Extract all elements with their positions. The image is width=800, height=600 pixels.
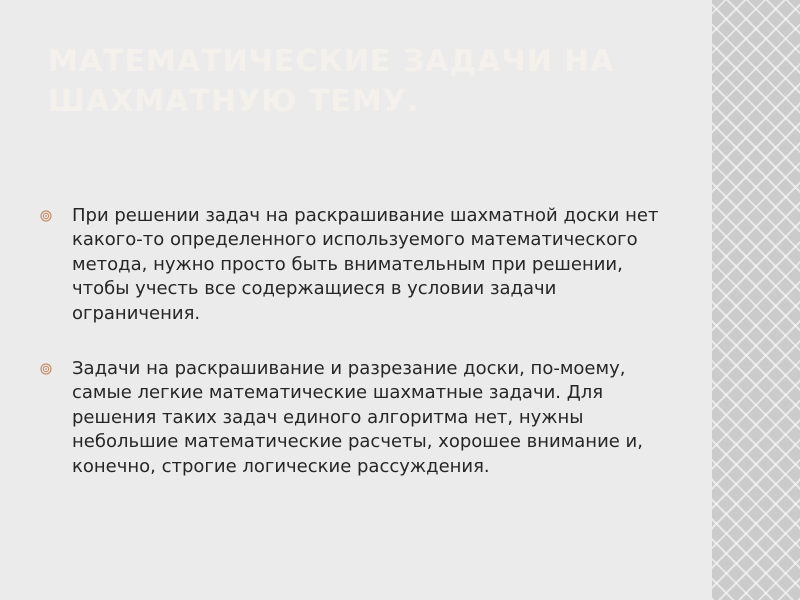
bullet-list [40, 204, 680, 479]
spiral-bullet-icon [40, 363, 52, 375]
list-item [40, 204, 680, 326]
list-item [40, 357, 680, 479]
bullet-text: При решении задач на раскрашивание шахматной доски нет какого-то определенного используемого математического метода, нужно просто быть внимательным при решении, чтобы учесть все содержащиеся в условии задачи ограничения. [72, 205, 659, 324]
slide-title: МАТЕМАТИЧЕСКИЕ ЗАДАЧИ НА ШАХМАТНУЮ ТЕМУ. [48, 44, 615, 119]
decorative-pattern-panel [712, 0, 800, 600]
spiral-bullet-icon [40, 210, 52, 222]
bullet-text: Задачи на раскрашивание и разрезание доски, по-моему, самые легкие математические шахматные задачи. Для решения таких задач единого алгоритма нет, нужны небольшие математические расчеты, хорошее внимание и, конечно, строгие логические рассуждения. [72, 358, 643, 477]
